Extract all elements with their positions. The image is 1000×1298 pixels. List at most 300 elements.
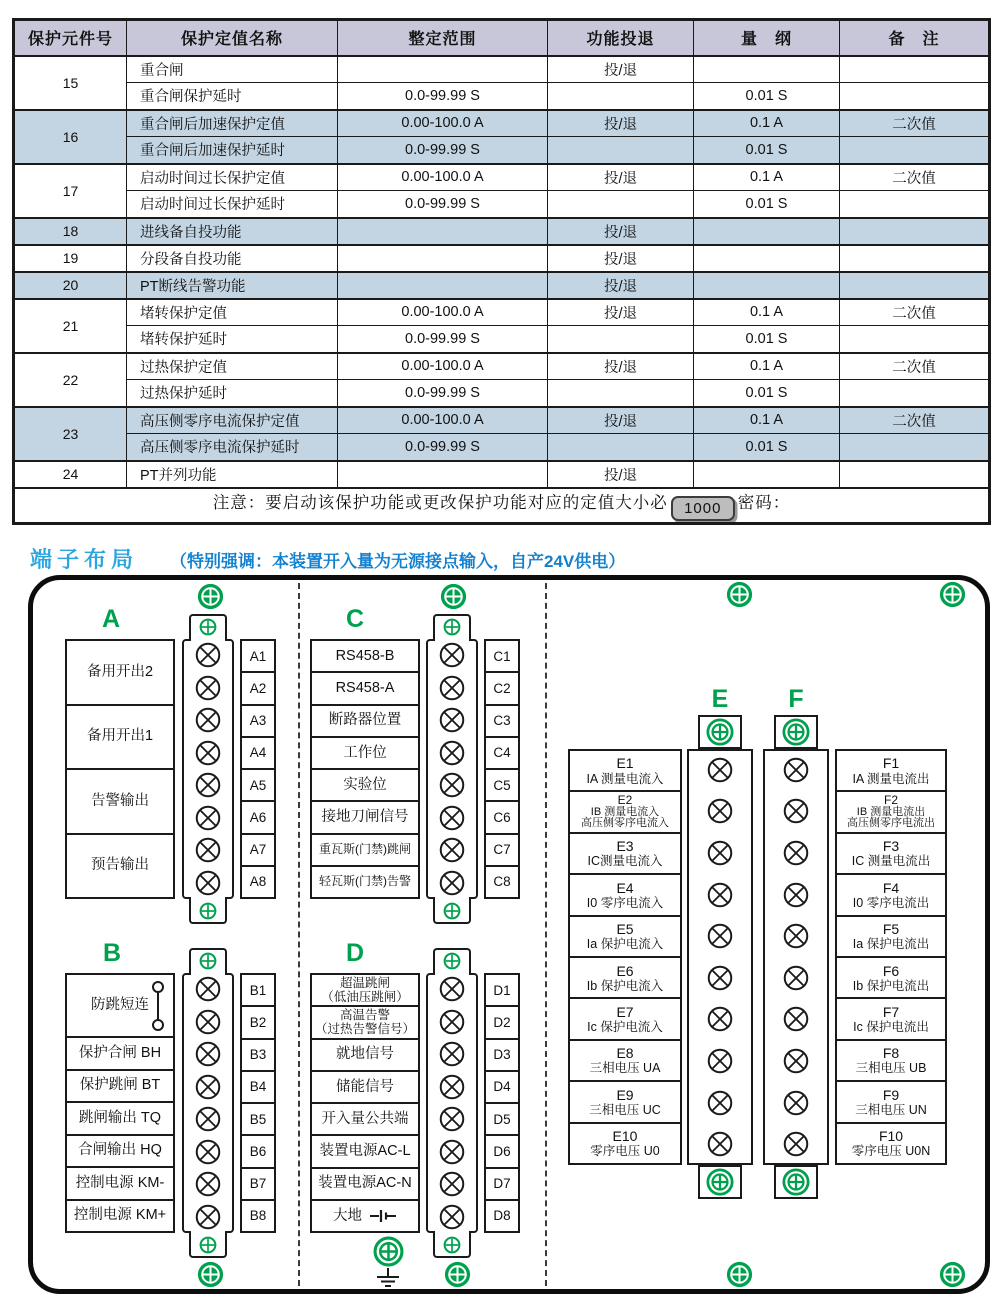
terminal-contact-icon bbox=[707, 1048, 733, 1074]
cell-onoff bbox=[548, 380, 694, 407]
terminal-description: Ib 保护电流出 bbox=[852, 978, 930, 993]
section-letter-A: A bbox=[101, 605, 121, 633]
terminal-number: F10 bbox=[878, 1128, 904, 1145]
column-header: 量 纲 bbox=[694, 20, 840, 56]
cell-onoff: 投/退 bbox=[548, 110, 694, 137]
note-row bbox=[14, 488, 990, 524]
cell-range: 0.0-99.99 S bbox=[338, 137, 548, 164]
terminal-contact-icon bbox=[439, 740, 465, 766]
terminal-contact-icon bbox=[195, 1139, 221, 1165]
terminal-number: B4 bbox=[242, 1070, 274, 1102]
cell-unit: 0.01 S bbox=[694, 326, 840, 353]
terminal-number: E7 bbox=[616, 1003, 634, 1020]
terminal-description: Ic 保护电流出 bbox=[853, 1020, 929, 1034]
cell-unit bbox=[694, 245, 840, 272]
terminal-number: A5 bbox=[242, 768, 274, 800]
chassis-ground-symbol bbox=[370, 1209, 397, 1223]
terminal-description: 零序电压 U0 bbox=[590, 1144, 660, 1159]
terminal-label bbox=[837, 832, 945, 873]
terminal-contact-icon bbox=[439, 1041, 465, 1067]
cell-note: 二次值 bbox=[840, 353, 990, 380]
column-header: 保护元件号 bbox=[14, 20, 127, 56]
cell-name: 重合闸后加速保护定值 bbox=[127, 110, 338, 137]
cell-unit: 0.01 S bbox=[694, 137, 840, 164]
terminal-description: IA 测量电流入 bbox=[586, 771, 664, 786]
terminal-number: C7 bbox=[486, 833, 518, 865]
section-letter-F: F bbox=[788, 685, 804, 713]
terminal-label bbox=[837, 1080, 945, 1121]
section-letter-C: C bbox=[345, 605, 365, 633]
cell-onoff: 投/退 bbox=[548, 299, 694, 326]
cell-unit bbox=[694, 272, 840, 299]
terminal-label: 预告输出 bbox=[67, 833, 173, 898]
setting-row bbox=[14, 461, 990, 488]
terminal-description: 高压侧零序电流出 bbox=[847, 817, 935, 830]
terminal-contact-icon bbox=[439, 675, 465, 701]
terminal-number: E1 bbox=[616, 755, 634, 772]
cell-note bbox=[840, 83, 990, 110]
terminal-number-column-A bbox=[240, 639, 276, 899]
terminal-contact-icon bbox=[195, 976, 221, 1002]
column-header: 备 注 bbox=[840, 20, 990, 56]
strip-screw-icon bbox=[443, 618, 461, 636]
setting-row bbox=[14, 137, 990, 164]
cell-range: 0.0-99.99 S bbox=[338, 191, 548, 218]
terminal-number: F9 bbox=[882, 1086, 900, 1103]
cell-note: 二次值 bbox=[840, 164, 990, 191]
cell-note bbox=[840, 218, 990, 245]
cell-name: 重合闸保护延时 bbox=[127, 83, 338, 110]
panel-screw-icon bbox=[444, 1261, 471, 1288]
terminal-number: D4 bbox=[486, 1070, 518, 1102]
terminal-description: 三相电压 UN bbox=[855, 1102, 927, 1117]
diagram-heading bbox=[30, 543, 625, 574]
terminal-panel bbox=[28, 575, 990, 1294]
element-number: 20 bbox=[14, 272, 127, 299]
cell-unit: 0.1 A bbox=[694, 299, 840, 326]
terminal-contact-icon bbox=[707, 1006, 733, 1032]
cell-note bbox=[840, 245, 990, 272]
terminal-contact-icon bbox=[439, 1139, 465, 1165]
terminal-contact-icon bbox=[439, 1171, 465, 1197]
terminal-number: C6 bbox=[486, 800, 518, 832]
strip-screw-icon bbox=[199, 952, 217, 970]
label-column-C bbox=[310, 639, 420, 899]
password-box: 1000 bbox=[671, 496, 735, 521]
ground-screw-icon bbox=[373, 1236, 404, 1267]
terminal-contact-icon bbox=[783, 798, 809, 824]
terminal-contact-icon bbox=[195, 1106, 221, 1132]
cell-range bbox=[338, 218, 548, 245]
cell-name: 进线备自投功能 bbox=[127, 218, 338, 245]
terminal-number: C1 bbox=[493, 648, 511, 664]
terminal-contact-icon bbox=[439, 1074, 465, 1100]
terminal-contact-icon bbox=[707, 923, 733, 949]
terminal-number: C3 bbox=[486, 704, 518, 736]
terminal-contact-icon bbox=[707, 1131, 733, 1157]
cell-range bbox=[338, 245, 548, 272]
label-column-E bbox=[568, 749, 682, 1165]
terminal-description: IB 测量电流出 bbox=[856, 805, 926, 818]
terminal-description: IA 测量电流出 bbox=[852, 771, 930, 786]
cell-note bbox=[840, 461, 990, 488]
terminal-label bbox=[837, 956, 945, 997]
terminal-label: 储能信号 bbox=[312, 1070, 418, 1102]
setting-row bbox=[14, 110, 990, 137]
terminal-label: 备用开出2 bbox=[86, 663, 154, 680]
terminal-contact-icon bbox=[195, 1204, 221, 1230]
element-number: 24 bbox=[14, 461, 127, 488]
cell-onoff: 投/退 bbox=[548, 407, 694, 434]
cell-unit: 0.1 A bbox=[694, 353, 840, 380]
terminal-label: 实验位 bbox=[312, 768, 418, 800]
cell-range bbox=[338, 272, 548, 299]
terminal-label bbox=[570, 956, 680, 997]
terminal-number: B3 bbox=[242, 1038, 274, 1070]
earth-ground-symbol bbox=[375, 1268, 401, 1290]
cell-unit: 0.1 A bbox=[694, 164, 840, 191]
element-number: 21 bbox=[14, 299, 127, 353]
cell-note bbox=[840, 326, 990, 353]
terminal-contact-icon bbox=[783, 1090, 809, 1116]
terminal-contact-icon bbox=[707, 965, 733, 991]
terminal-contact-icon bbox=[783, 1048, 809, 1074]
terminal-contact-icon bbox=[783, 965, 809, 991]
panel-screw-icon bbox=[726, 581, 753, 608]
cell-name: 重合闸 bbox=[127, 56, 338, 83]
table-body bbox=[14, 56, 990, 488]
strip-screw-icon bbox=[199, 618, 217, 636]
terminal-contact-icon bbox=[707, 1090, 733, 1116]
terminal-number: C4 bbox=[486, 736, 518, 768]
cell-name: 过热保护定值 bbox=[127, 353, 338, 380]
terminal-number: D6 bbox=[486, 1134, 518, 1166]
terminal-label: 控制电源 KM+ bbox=[67, 1199, 173, 1232]
column-header: 功能投退 bbox=[548, 20, 694, 56]
terminal-label: 跳闸输出 TQ bbox=[67, 1101, 173, 1134]
terminal-label bbox=[837, 873, 945, 914]
terminal-label: 装置电源AC-L bbox=[312, 1134, 418, 1166]
cell-note bbox=[840, 272, 990, 299]
terminal-number: B8 bbox=[242, 1199, 274, 1231]
terminal-number: B6 bbox=[242, 1134, 274, 1166]
terminal-label: 控制电源 KM- bbox=[67, 1166, 173, 1199]
terminal-number-column-B bbox=[240, 973, 276, 1233]
cell-note bbox=[840, 191, 990, 218]
terminal-label: 保护跳闸 BT bbox=[67, 1069, 173, 1102]
section-divider bbox=[545, 583, 547, 1286]
terminal-number: E10 bbox=[612, 1128, 638, 1145]
terminal-number: C8 bbox=[486, 865, 518, 897]
cell-name: 过热保护延时 bbox=[127, 380, 338, 407]
terminal-number: B1 bbox=[249, 982, 267, 998]
terminal-label: 保护合闸 BH bbox=[67, 1036, 173, 1069]
terminal-contact-icon bbox=[439, 837, 465, 863]
setting-row bbox=[14, 56, 990, 83]
terminal-description: IC 测量电流出 bbox=[851, 854, 931, 869]
terminal-number: A6 bbox=[242, 800, 274, 832]
terminal-label bbox=[837, 1039, 945, 1080]
terminal-number: C2 bbox=[486, 671, 518, 703]
cell-note: 二次值 bbox=[840, 299, 990, 326]
strip-screw-icon bbox=[706, 1168, 734, 1196]
terminal-description: 三相电压 UB bbox=[855, 1061, 927, 1076]
terminal-number: A8 bbox=[242, 865, 274, 897]
terminal-number: D1 bbox=[493, 982, 511, 998]
section-letter-E: E bbox=[711, 685, 729, 713]
terminal-label: 接地刀闸信号 bbox=[312, 800, 418, 832]
terminal-number: A2 bbox=[242, 671, 274, 703]
cell-unit: 0.01 S bbox=[694, 191, 840, 218]
setting-row bbox=[14, 407, 990, 434]
panel-screw-icon bbox=[939, 581, 966, 608]
note-suffix: 密码： bbox=[737, 494, 791, 513]
label-column-B bbox=[65, 973, 175, 1233]
cell-note bbox=[840, 137, 990, 164]
terminal-number: F5 bbox=[882, 921, 900, 938]
terminal-contact-icon bbox=[439, 805, 465, 831]
terminal-contact-icon bbox=[195, 707, 221, 733]
terminal-description: 零序电压 U0N bbox=[851, 1144, 931, 1159]
terminal-label: 合闸输出 HQ bbox=[67, 1134, 173, 1167]
terminal-contact-icon bbox=[439, 707, 465, 733]
terminal-label bbox=[570, 832, 680, 873]
diagram-subtitle: （特别强调：本装置开入量为无源接点输入，自产24V供电） bbox=[170, 552, 626, 571]
panel-screw-icon bbox=[440, 583, 467, 610]
terminal-label: 告警输出 bbox=[67, 768, 173, 833]
terminal-label bbox=[837, 790, 945, 831]
terminal-contact-icon bbox=[439, 976, 465, 1002]
terminal-label bbox=[570, 915, 680, 956]
terminal-label bbox=[570, 1122, 680, 1163]
terminal-contact-icon bbox=[195, 740, 221, 766]
table-note bbox=[14, 488, 990, 524]
terminal-contact-icon bbox=[439, 642, 465, 668]
element-number: 15 bbox=[14, 56, 127, 110]
terminal-description: Ib 保护电流入 bbox=[586, 978, 664, 993]
terminal-description: I0 零序电流入 bbox=[586, 895, 664, 910]
cell-range: 0.0-99.99 S bbox=[338, 434, 548, 461]
terminal-label: 重瓦斯(门禁)跳闸 bbox=[312, 833, 418, 865]
terminal-contact-icon bbox=[783, 1131, 809, 1157]
cell-range: 0.00-100.0 A bbox=[338, 407, 548, 434]
terminal-description: Ia 保护电流入 bbox=[586, 937, 664, 952]
terminal-label bbox=[837, 751, 945, 790]
cell-onoff bbox=[548, 83, 694, 110]
cell-name: 堵转保护定值 bbox=[127, 299, 338, 326]
terminal-description: IB 测量电流入 bbox=[590, 805, 660, 818]
terminal-label: RS458-A bbox=[312, 671, 418, 703]
cell-onoff: 投/退 bbox=[548, 353, 694, 380]
element-number: 17 bbox=[14, 164, 127, 218]
cell-note bbox=[840, 56, 990, 83]
section-letter-D: D bbox=[345, 939, 365, 967]
panel-screw-icon bbox=[939, 1261, 966, 1288]
terminal-label: RS458-B bbox=[335, 647, 395, 664]
terminal-contact-icon bbox=[195, 837, 221, 863]
terminal-number: D3 bbox=[486, 1038, 518, 1070]
cell-unit: 0.1 A bbox=[694, 110, 840, 137]
terminal-number: B5 bbox=[242, 1102, 274, 1134]
terminal-contact-icon bbox=[439, 1106, 465, 1132]
note-prefix: 注意：要启动该保护功能或更改保护功能对应的定值大小必 bbox=[212, 494, 668, 513]
terminal-label: 工作位 bbox=[312, 736, 418, 768]
terminal-number: F1 bbox=[882, 755, 900, 772]
terminal-contact-icon bbox=[439, 1009, 465, 1035]
terminal-label: 备用开出1 bbox=[67, 704, 173, 769]
terminal-label bbox=[837, 1122, 945, 1163]
terminal-contact-icon bbox=[783, 840, 809, 866]
terminal-label bbox=[570, 997, 680, 1038]
strip-screw-icon bbox=[706, 718, 734, 746]
terminal-contact-icon bbox=[783, 882, 809, 908]
terminal-number: E2 bbox=[617, 793, 633, 808]
cell-name: 堵转保护延时 bbox=[127, 326, 338, 353]
jumper-link-symbol bbox=[150, 980, 166, 1032]
element-number: 19 bbox=[14, 245, 127, 272]
terminal-number: E3 bbox=[616, 838, 634, 855]
terminal-contact-icon bbox=[195, 642, 221, 668]
terminal-number: E9 bbox=[616, 1086, 634, 1103]
terminal-number: E8 bbox=[616, 1045, 634, 1062]
terminal-contact-icon bbox=[195, 870, 221, 896]
cell-unit: 0.01 S bbox=[694, 380, 840, 407]
setting-row bbox=[14, 434, 990, 461]
cell-range: 0.00-100.0 A bbox=[338, 164, 548, 191]
terminal-description: 三相电压 UA bbox=[589, 1061, 661, 1076]
terminal-contact-icon bbox=[439, 772, 465, 798]
table-header bbox=[14, 20, 990, 56]
cell-note: 二次值 bbox=[840, 407, 990, 434]
terminal-contact-icon bbox=[195, 772, 221, 798]
panel-screw-icon bbox=[197, 583, 224, 610]
terminal-label bbox=[570, 1039, 680, 1080]
setting-row bbox=[14, 353, 990, 380]
strip-screw-icon bbox=[199, 1236, 217, 1254]
terminal-number: F2 bbox=[883, 793, 898, 808]
element-number: 22 bbox=[14, 353, 127, 407]
terminal-label bbox=[570, 1080, 680, 1121]
terminal-contact-icon bbox=[439, 870, 465, 896]
terminal-label: 轻瓦斯(门禁)告警 bbox=[312, 865, 418, 897]
strip-screw-icon bbox=[443, 952, 461, 970]
terminal-description: IC测量电流入 bbox=[587, 854, 663, 869]
terminal-number: F3 bbox=[882, 838, 900, 855]
cell-note bbox=[840, 380, 990, 407]
terminal-label: 开入量公共端 bbox=[312, 1102, 418, 1134]
panel-screw-icon bbox=[726, 1261, 753, 1288]
cell-onoff bbox=[548, 191, 694, 218]
terminal-number: E4 bbox=[616, 879, 634, 896]
setting-row bbox=[14, 380, 990, 407]
cell-range: 0.00-100.0 A bbox=[338, 110, 548, 137]
terminal-contact-icon bbox=[195, 675, 221, 701]
cell-name: 分段备自投功能 bbox=[127, 245, 338, 272]
terminal-label: 超温跳闸 （低油压跳闸） bbox=[321, 975, 409, 1005]
terminal-label bbox=[570, 790, 680, 831]
setting-row bbox=[14, 191, 990, 218]
cell-range: 0.00-100.0 A bbox=[338, 353, 548, 380]
strip-screw-icon bbox=[443, 902, 461, 920]
terminal-number: D2 bbox=[486, 1005, 518, 1037]
terminal-description: I0 零序电流出 bbox=[852, 895, 930, 910]
terminal-contact-icon bbox=[195, 1171, 221, 1197]
cell-note bbox=[840, 434, 990, 461]
setting-row bbox=[14, 218, 990, 245]
terminal-description: Ic 保护电流入 bbox=[587, 1020, 663, 1034]
terminal-number: E5 bbox=[616, 921, 634, 938]
terminal-contact-icon bbox=[439, 1204, 465, 1230]
label-column-A bbox=[65, 639, 175, 899]
element-number: 16 bbox=[14, 110, 127, 164]
column-header: 保护定值名称 bbox=[127, 20, 338, 56]
cell-range: 0.0-99.99 S bbox=[338, 83, 548, 110]
cell-name: PT并列功能 bbox=[127, 461, 338, 488]
cell-onoff bbox=[548, 137, 694, 164]
terminal-number: E6 bbox=[616, 962, 634, 979]
terminal-contact-icon bbox=[195, 805, 221, 831]
terminal-number: D8 bbox=[486, 1199, 518, 1231]
cell-onoff: 投/退 bbox=[548, 272, 694, 299]
terminal-number: D7 bbox=[486, 1167, 518, 1199]
strip-screw-icon bbox=[443, 1236, 461, 1254]
terminal-contact-icon bbox=[707, 840, 733, 866]
terminal-number: B7 bbox=[242, 1167, 274, 1199]
label-column-D bbox=[310, 973, 420, 1233]
cell-name: 高压侧零序电流保护延时 bbox=[127, 434, 338, 461]
terminal-number: F8 bbox=[882, 1045, 900, 1062]
table-footer bbox=[14, 488, 990, 524]
terminal-label bbox=[570, 873, 680, 914]
terminal-label bbox=[837, 915, 945, 956]
cell-range: 0.00-100.0 A bbox=[338, 299, 548, 326]
terminal-number: D5 bbox=[486, 1102, 518, 1134]
label-column-F bbox=[835, 749, 947, 1165]
terminal-number: A1 bbox=[249, 648, 267, 664]
terminal-label: 高温告警 （过热告警信号） bbox=[312, 1005, 418, 1037]
terminal-number: F4 bbox=[882, 879, 900, 896]
setting-row bbox=[14, 164, 990, 191]
terminal-contact-icon bbox=[783, 923, 809, 949]
terminal-number: A3 bbox=[242, 704, 274, 736]
terminal-number: F7 bbox=[882, 1003, 900, 1020]
terminal-description: 高压侧零序电流入 bbox=[581, 817, 669, 830]
terminal-label: 装置电源AC-N bbox=[312, 1167, 418, 1199]
terminal-label: 断路器位置 bbox=[312, 704, 418, 736]
terminal-contact-icon bbox=[195, 1074, 221, 1100]
cell-onoff bbox=[548, 434, 694, 461]
cell-unit: 0.01 S bbox=[694, 434, 840, 461]
header-row bbox=[14, 20, 990, 56]
setting-row bbox=[14, 299, 990, 326]
cell-unit: 0.1 A bbox=[694, 407, 840, 434]
cell-onoff: 投/退 bbox=[548, 218, 694, 245]
setting-row bbox=[14, 245, 990, 272]
terminal-description: Ia 保护电流出 bbox=[852, 937, 930, 952]
cell-range bbox=[338, 56, 548, 83]
terminal-contact-icon bbox=[195, 1009, 221, 1035]
cell-name: PT断线告警功能 bbox=[127, 272, 338, 299]
terminal-label: 防跳短连 bbox=[67, 975, 173, 1036]
cell-onoff: 投/退 bbox=[548, 164, 694, 191]
terminal-description: 三相电压 UC bbox=[589, 1102, 661, 1117]
terminal-number-column-C bbox=[484, 639, 520, 899]
terminal-number: F6 bbox=[882, 962, 900, 979]
cell-name: 重合闸后加速保护延时 bbox=[127, 137, 338, 164]
protection-settings-table bbox=[12, 18, 991, 525]
terminal-number-column-D bbox=[484, 973, 520, 1233]
terminal-label: 就地信号 bbox=[312, 1038, 418, 1070]
